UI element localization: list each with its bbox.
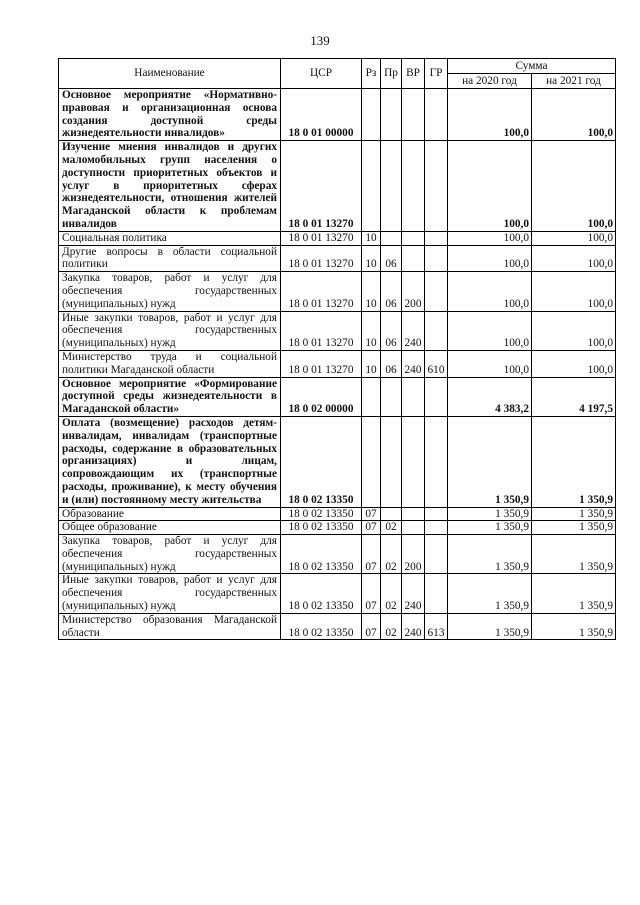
cell-csr: 18 0 02 13350 [281, 613, 362, 640]
cell-rz [362, 416, 381, 507]
cell-name: Закупка товаров, работ и услуг для обеспечения государственных (муниципальных) нужд [59, 535, 281, 574]
cell-pr: 06 [381, 350, 402, 377]
cell-rz: 10 [362, 311, 381, 350]
cell-name: Другие вопросы в области социальной политики [59, 245, 281, 272]
cell-pr: 02 [381, 521, 402, 535]
cell-rz [362, 89, 381, 141]
cell-name: Министерство образования Магаданской области [59, 613, 281, 640]
col-header-name: Наименование [59, 59, 281, 89]
cell-rz [362, 377, 381, 416]
table-row [59, 535, 616, 574]
cell-rz: 10 [362, 245, 381, 272]
cell-name: Иные закупки товаров, работ и услуг для обеспечения государственных (муниципальных) нужд [59, 574, 281, 613]
cell-name: Образование [59, 507, 281, 521]
cell-y2021: 100,0 [532, 245, 616, 272]
cell-gr [425, 507, 448, 521]
cell-name: Основное мероприятие «Нормативно-правовая и организационная основа создания доступной среды жизнедеятельности инвалидов» [59, 89, 281, 141]
cell-vr: 240 [402, 574, 425, 613]
cell-csr: 18 0 01 13270 [281, 245, 362, 272]
cell-pr [381, 141, 402, 232]
table-row [59, 521, 616, 535]
cell-y2021: 1 350,9 [532, 521, 616, 535]
cell-y2020: 4 383,2 [448, 377, 532, 416]
cell-pr: 02 [381, 535, 402, 574]
cell-gr [425, 89, 448, 141]
cell-csr: 18 0 01 13270 [281, 231, 362, 245]
cell-name: Оплата (возмещение) расходов детям-инвалидам, инвалидам (транспортные расходы, содержание в образовательных организациях) и лицам, сопровождающим их (транспортные расходы, проживание), к месту обучения и (или) постоянному месту жительства [59, 416, 281, 507]
cell-pr [381, 507, 402, 521]
cell-vr: 200 [402, 535, 425, 574]
cell-name: Иные закупки товаров, работ и услуг для обеспечения государственных (муниципальных) нужд [59, 311, 281, 350]
cell-y2020: 100,0 [448, 272, 532, 311]
cell-y2020: 1 350,9 [448, 574, 532, 613]
cell-gr [425, 377, 448, 416]
cell-vr [402, 521, 425, 535]
cell-vr: 240 [402, 350, 425, 377]
cell-vr [402, 245, 425, 272]
table-body [59, 89, 616, 640]
cell-vr [402, 141, 425, 232]
cell-gr: 610 [425, 350, 448, 377]
cell-gr [425, 272, 448, 311]
cell-csr: 18 0 02 13350 [281, 574, 362, 613]
table-row [59, 377, 616, 416]
budget-table [58, 58, 616, 640]
cell-vr [402, 416, 425, 507]
cell-rz [362, 141, 381, 232]
cell-rz: 07 [362, 521, 381, 535]
col-header-csr: ЦСР [281, 59, 362, 89]
cell-gr [425, 311, 448, 350]
cell-vr [402, 89, 425, 141]
cell-y2021: 100,0 [532, 231, 616, 245]
cell-vr: 200 [402, 272, 425, 311]
cell-rz: 07 [362, 507, 381, 521]
table-row [59, 245, 616, 272]
table-row [59, 574, 616, 613]
cell-gr [425, 521, 448, 535]
cell-y2020: 100,0 [448, 141, 532, 232]
cell-y2021: 1 350,9 [532, 574, 616, 613]
cell-y2021: 100,0 [532, 141, 616, 232]
cell-csr: 18 0 01 13270 [281, 311, 362, 350]
cell-name: Закупка товаров, работ и услуг для обеспечения государственных (муниципальных) нужд [59, 272, 281, 311]
cell-y2021: 1 350,9 [532, 613, 616, 640]
cell-vr: 240 [402, 613, 425, 640]
cell-y2020: 1 350,9 [448, 416, 532, 507]
cell-vr: 240 [402, 311, 425, 350]
cell-pr: 02 [381, 613, 402, 640]
cell-pr [381, 89, 402, 141]
cell-rz: 07 [362, 574, 381, 613]
cell-y2021: 100,0 [532, 272, 616, 311]
cell-rz: 10 [362, 350, 381, 377]
cell-rz: 10 [362, 231, 381, 245]
col-header-rz: Рз [362, 59, 381, 89]
cell-y2021: 1 350,9 [532, 416, 616, 507]
col-header-sum: Сумма [448, 59, 616, 74]
col-header-2021: на 2021 год [532, 74, 616, 89]
cell-y2021: 1 350,9 [532, 535, 616, 574]
cell-vr [402, 377, 425, 416]
col-header-gr: ГР [425, 59, 448, 89]
cell-pr [381, 416, 402, 507]
table-row [59, 89, 616, 141]
page-number: 139 [310, 33, 330, 48]
cell-y2020: 100,0 [448, 350, 532, 377]
cell-y2020: 1 350,9 [448, 507, 532, 521]
cell-pr [381, 377, 402, 416]
cell-csr: 18 0 02 13350 [281, 521, 362, 535]
cell-vr [402, 231, 425, 245]
cell-csr: 18 0 01 13270 [281, 350, 362, 377]
cell-pr: 06 [381, 272, 402, 311]
cell-y2020: 1 350,9 [448, 521, 532, 535]
cell-y2020: 100,0 [448, 311, 532, 350]
table-row [59, 231, 616, 245]
cell-gr: 613 [425, 613, 448, 640]
cell-pr: 02 [381, 574, 402, 613]
table-row [59, 141, 616, 232]
cell-y2021: 100,0 [532, 350, 616, 377]
cell-rz: 07 [362, 613, 381, 640]
cell-name: Изучение мнения инвалидов и других маломобильных групп населения о доступности приоритетных объектов и услуг в приоритетных сферах жизнедеятельности, отношения жителей Магаданской области к проблемам инвалидов [59, 141, 281, 232]
cell-csr: 18 0 02 13350 [281, 507, 362, 521]
cell-pr: 06 [381, 311, 402, 350]
cell-gr [425, 574, 448, 613]
cell-csr: 18 0 01 13270 [281, 272, 362, 311]
col-header-pr: Пр [381, 59, 402, 89]
cell-y2020: 100,0 [448, 245, 532, 272]
cell-csr: 18 0 02 00000 [281, 377, 362, 416]
table-row [59, 272, 616, 311]
cell-y2021: 100,0 [532, 311, 616, 350]
table-row [59, 350, 616, 377]
cell-rz: 07 [362, 535, 381, 574]
cell-gr [425, 141, 448, 232]
col-header-2020: на 2020 год [448, 74, 532, 89]
cell-y2021: 100,0 [532, 89, 616, 141]
cell-csr: 18 0 01 13270 [281, 141, 362, 232]
col-header-vr: ВР [402, 59, 425, 89]
table-row [59, 416, 616, 507]
cell-name: Социальная политика [59, 231, 281, 245]
cell-rz: 10 [362, 272, 381, 311]
table-row [59, 311, 616, 350]
cell-vr [402, 507, 425, 521]
cell-name: Основное мероприятие «Формирование доступной среды жизнедеятельности в Магаданской области» [59, 377, 281, 416]
cell-pr: 06 [381, 245, 402, 272]
cell-y2021: 4 197,5 [532, 377, 616, 416]
cell-pr [381, 231, 402, 245]
cell-y2021: 1 350,9 [532, 507, 616, 521]
cell-csr: 18 0 02 13350 [281, 535, 362, 574]
cell-y2020: 1 350,9 [448, 535, 532, 574]
cell-name: Министерство труда и социальной политики Магаданской области [59, 350, 281, 377]
cell-y2020: 1 350,9 [448, 613, 532, 640]
cell-gr [425, 245, 448, 272]
cell-y2020: 100,0 [448, 231, 532, 245]
cell-gr [425, 535, 448, 574]
cell-name: Общее образование [59, 521, 281, 535]
cell-gr [425, 416, 448, 507]
cell-gr [425, 231, 448, 245]
cell-csr: 18 0 02 13350 [281, 416, 362, 507]
table-row [59, 613, 616, 640]
table-header [59, 59, 616, 89]
cell-csr: 18 0 01 00000 [281, 89, 362, 141]
cell-y2020: 100,0 [448, 89, 532, 141]
table-row [59, 507, 616, 521]
